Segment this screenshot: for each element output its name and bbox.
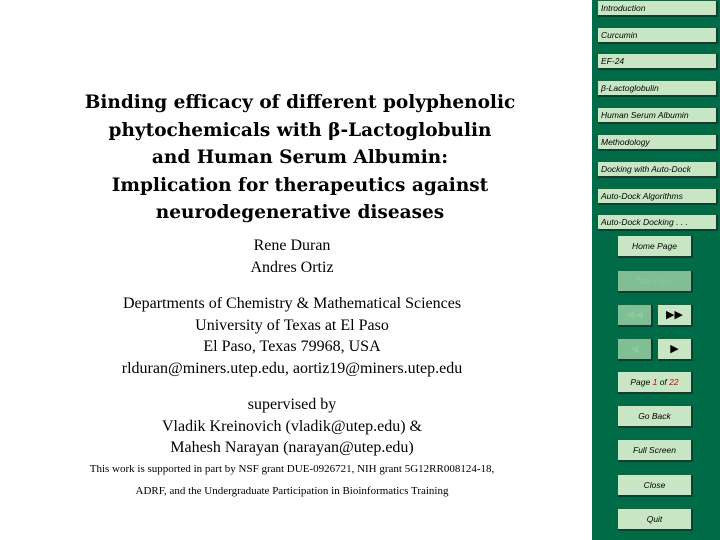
- title-line: Binding efficacy of different polyphenolic: [84, 92, 516, 113]
- title-page-button[interactable]: Title Page: [618, 271, 693, 293]
- next-page-button[interactable]: [658, 339, 693, 361]
- department: Departments of Chemistry & Mathematical Sciences: [122, 295, 462, 312]
- close-button[interactable]: Close: [618, 475, 693, 497]
- left-arrow-icon: ◀: [630, 342, 639, 355]
- authors: [0, 235, 584, 278]
- funding-line: This work is supported in part by NSF grant DUE-0926721, NIH grant 5G12RR008124-18,: [89, 463, 495, 475]
- nav-auto-dock-docking[interactable]: Auto-Dock Docking . . .: [598, 215, 718, 231]
- quit-button[interactable]: Quit: [618, 509, 693, 531]
- full-screen-button[interactable]: Full Screen: [618, 440, 693, 462]
- university: University of Texas at El Paso: [195, 316, 389, 334]
- presentation-title: [40, 89, 560, 227]
- nav-methodology[interactable]: Methodology: [598, 135, 718, 151]
- total-page-count: 22: [669, 377, 679, 387]
- double-left-arrow-icon: ◀◀: [626, 308, 643, 321]
- navigation-sidebar: [592, 0, 720, 540]
- nav-introduction[interactable]: Introduction: [598, 1, 718, 17]
- first-page-button[interactable]: [618, 305, 653, 327]
- nav-curcumin[interactable]: Curcumin: [598, 28, 718, 44]
- nav-docking-with-auto-dock[interactable]: Docking with Auto-Dock: [598, 162, 718, 178]
- nav-ef24[interactable]: EF-24: [598, 54, 718, 70]
- last-page-button[interactable]: [658, 305, 693, 327]
- current-page-number: 1: [652, 377, 658, 387]
- go-back-button[interactable]: Go Back: [618, 406, 693, 428]
- title-line: phytochemicals with β-Lactoglobulin: [108, 119, 492, 141]
- title-line: neurodegenerative diseases: [155, 202, 445, 223]
- nav-human-serum-albumin[interactable]: Human Serum Albumin: [598, 108, 718, 124]
- page-label: Page: [630, 377, 653, 387]
- right-arrow-icon: ▶: [670, 342, 679, 355]
- supervisor: Mahesh Narayan (narayan@utep.edu): [170, 439, 414, 456]
- address: El Paso, Texas 79968, USA: [203, 338, 381, 355]
- nav-beta-lactoglobulin[interactable]: β-Lactoglobulin: [598, 81, 718, 97]
- page-of-label: of: [657, 377, 670, 387]
- supervisor: Vladik Kreinovich (vladik@utep.edu) &: [162, 417, 422, 435]
- page-indicator: [618, 372, 693, 394]
- nav-auto-dock-algorithms[interactable]: Auto-Dock Algorithms: [598, 189, 718, 205]
- emails: rlduran@miners.utep.edu, aortiz19@miners.utep.edu: [121, 359, 463, 377]
- title-line: Implication for therapeutics against: [111, 174, 489, 196]
- previous-page-button[interactable]: [618, 339, 653, 361]
- affiliation: [0, 293, 584, 379]
- funding-acknowledgement: [0, 458, 584, 502]
- author-name: Rene Duran: [253, 237, 331, 254]
- author-name: Andres Ortiz: [250, 258, 334, 276]
- supervised-by-label: supervised by: [247, 396, 337, 413]
- funding-line: ADRF, and the Undergraduate Participation in Bioinformatics Training: [135, 485, 449, 497]
- supervision: [0, 394, 584, 459]
- double-right-arrow-icon: ▶▶: [666, 308, 683, 321]
- title-line: and Human Serum Albumin:: [151, 147, 449, 168]
- home-page-button[interactable]: Home Page: [618, 236, 693, 258]
